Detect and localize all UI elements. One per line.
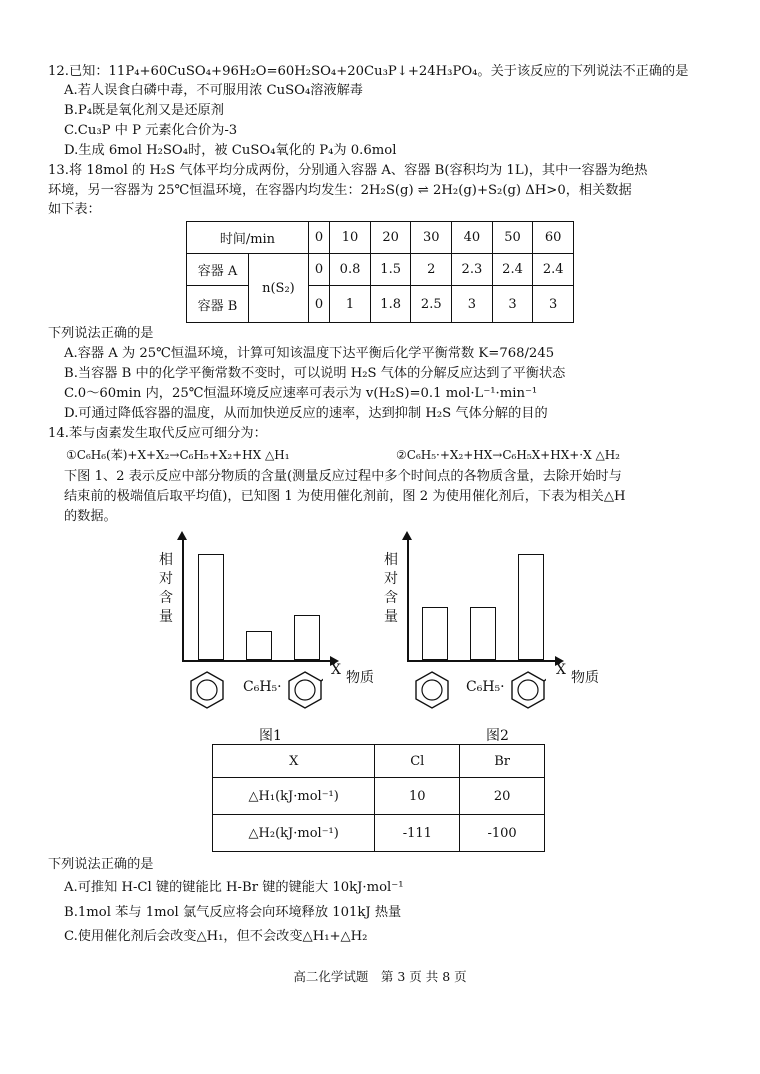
fig2-benzene-structure-icon — [414, 670, 450, 710]
q13-row-b-label: 容器 B — [187, 286, 249, 323]
fig2-bar-benzene — [422, 607, 448, 660]
q14-prompt: 下列说法正确的是 — [48, 857, 154, 872]
fig1-y-arrow-icon — [177, 531, 187, 540]
fig1-y-axis — [182, 538, 184, 661]
q13-option-c: C.0～60min 内，25℃恒温环境反应速率可表示为 v(H₂S)=0.1 mol·L⁻¹·min⁻¹ — [64, 386, 538, 401]
q14-dh-table — [212, 744, 545, 852]
q13-option-a: A.容器 A 为 25℃恒温环境，计算可知该温度下达平衡后化学平衡常数 K=768/245 — [64, 346, 555, 361]
fig1-y-axis-label: 相对含量 — [159, 552, 173, 625]
fig2-phenyl-radical-label: C₆H₅· — [466, 679, 505, 695]
fig1-bar-phenyl-radical — [246, 631, 272, 660]
q14-col-header-br: Br — [460, 745, 545, 778]
q14-reaction-1: ①C₆H₆(苯)+X+X₂→C₆H₅+X₂+HX △H₁ — [66, 448, 290, 462]
q13-stem-2: 环境，另一容器为 25℃恒温环境，在容器内均发生：2H₂S(g) ⇌ 2H₂(g)+S₂(g) ΔH>0，相关数据 — [48, 183, 632, 198]
fig2-caption: 图2 — [486, 728, 509, 744]
q14-desc-2: 结束前的极端值后取平均值)，已知图 1 为使用催化剂前，图 2 为使用催化剂后，下表为相关△H — [64, 489, 626, 504]
q14-desc-1: 下图 1、2 表示反应中部分物质的含量(测量反应过程中多个时间点的各物质含量，去除开始时与 — [64, 469, 622, 484]
q13-a-cell: 2.4 — [533, 254, 574, 286]
fig2-bar-halobenzene — [518, 554, 544, 660]
q13-a-cell: 2 — [411, 254, 452, 286]
fig1-benzene-structure-icon — [189, 670, 225, 710]
fig2-x-substituent-label: X — [556, 662, 566, 678]
fig2-halobenzene-structure-icon — [510, 670, 546, 710]
q13-stem-1: 13.将 18mol 的 H₂S 气体平均分成两份，分别通入容器 A、容器 B(容积均为 1L)，其中一容器为绝热 — [48, 163, 648, 178]
q13-a-cell: 0.8 — [330, 254, 371, 286]
fig1-halobenzene-structure-icon — [287, 670, 323, 710]
q13-b-cell: 0 — [308, 286, 329, 323]
q13-time-3: 30 — [411, 222, 452, 254]
q14-stem: 14.苯与卤素发生取代反应可细分为： — [48, 426, 267, 441]
fig2-bar-phenyl-radical — [470, 607, 496, 660]
fig1-x-axis-label: 物质 — [346, 670, 374, 686]
q14-col-header-cl: Cl — [375, 745, 460, 778]
q12-option-a: A.若人误食白磷中毒，不可服用浓 CuSO₄溶液解毒 — [64, 83, 363, 98]
q13-time-6: 60 — [533, 222, 574, 254]
q13-b-cell: 3 — [533, 286, 574, 323]
q12-option-c: C.Cu₃P 中 P 元素化合价为-3 — [64, 123, 238, 138]
fig1-bar-halobenzene — [294, 615, 320, 660]
q13-data-table — [186, 221, 574, 323]
fig1-phenyl-radical-label: C₆H₅· — [243, 679, 282, 695]
q13-header-label: 时间/min — [187, 222, 309, 254]
q13-b-cell: 3 — [492, 286, 533, 323]
q14-option-c: C.使用催化剂后会改变△H₁，但不会改变△H₁+△H₂ — [64, 929, 368, 944]
fig2-x-axis-label: 物质 — [571, 670, 599, 686]
q14-row1-label: △H₁(kJ·mol⁻¹) — [213, 778, 375, 815]
q14-row2-label: △H₂(kJ·mol⁻¹) — [213, 815, 375, 852]
q13-time-2: 20 — [370, 222, 411, 254]
q14-reaction-2: ②C₆H₅·+X₂+HX→C₆H₅X+HX+·X △H₂ — [396, 448, 620, 462]
q13-a-cell: 2.3 — [452, 254, 493, 286]
q13-time-1: 10 — [330, 222, 371, 254]
q14-row2-br: -100 — [460, 815, 545, 852]
q13-b-cell: 1 — [330, 286, 371, 323]
q13-option-d: D.可通过降低容器的温度，从而加快逆反应的速率，达到抑制 H₂S 气体分解的目的 — [64, 406, 548, 421]
q14-row1-br: 20 — [460, 778, 545, 815]
q12-option-d: D.生成 6mol H₂SO₄时，被 CuSO₄氧化的 P₄为 0.6mol — [64, 143, 397, 158]
q13-b-cell: 2.5 — [411, 286, 452, 323]
q13-prompt: 下列说法正确的是 — [48, 326, 154, 341]
fig1-bar-benzene — [198, 554, 224, 660]
q13-option-b: B.当容器 B 中的化学平衡常数不变时，可以说明 H₂S 气体的分解反应达到了平衡状态 — [64, 366, 566, 381]
q13-a-cell: 1.5 — [370, 254, 411, 286]
q14-row1-cl: 10 — [375, 778, 460, 815]
q13-a-cell: 0 — [308, 254, 329, 286]
fig2-y-arrow-icon — [402, 531, 412, 540]
fig2-y-axis — [407, 538, 409, 661]
q14-option-b: B.1mol 苯与 1mol 氯气反应将会向环境释放 101kJ 热量 — [64, 905, 402, 920]
q13-stem-3: 如下表： — [48, 202, 101, 217]
fig1-x-substituent-label: X — [331, 662, 341, 678]
fig2-y-axis-label: 相对含量 — [384, 552, 398, 625]
q13-a-cell: 2.4 — [492, 254, 533, 286]
q14-option-a: A.可推知 H-Cl 键的键能比 H-Br 键的键能大 10kJ·mol⁻¹ — [64, 880, 404, 895]
q13-time-5: 50 — [492, 222, 533, 254]
q14-desc-3: 的数据。 — [64, 509, 117, 524]
page-footer: 高二化学试题 第 3 页 共 8 页 — [293, 969, 467, 984]
q13-quantity-label: n(S₂) — [248, 254, 308, 323]
q12-option-b: B.P₄既是氧化剂又是还原剂 — [64, 103, 224, 118]
q13-b-cell: 1.8 — [370, 286, 411, 323]
q13-row-a-label: 容器 A — [187, 254, 249, 286]
q14-col-header-x: X — [213, 745, 375, 778]
q14-row2-cl: -111 — [375, 815, 460, 852]
fig1-caption: 图1 — [259, 728, 282, 744]
q12-stem: 12.已知：11P₄+60CuSO₄+96H₂O=60H₂SO₄+20Cu₃P↓+24H₃PO₄。关于该反应的下列说法不正确的是 — [48, 64, 689, 79]
fig2-x-axis — [407, 660, 557, 662]
q13-b-cell: 3 — [452, 286, 493, 323]
q13-time-0: 0 — [308, 222, 329, 254]
fig1-x-axis — [182, 660, 332, 662]
q13-time-4: 40 — [452, 222, 493, 254]
